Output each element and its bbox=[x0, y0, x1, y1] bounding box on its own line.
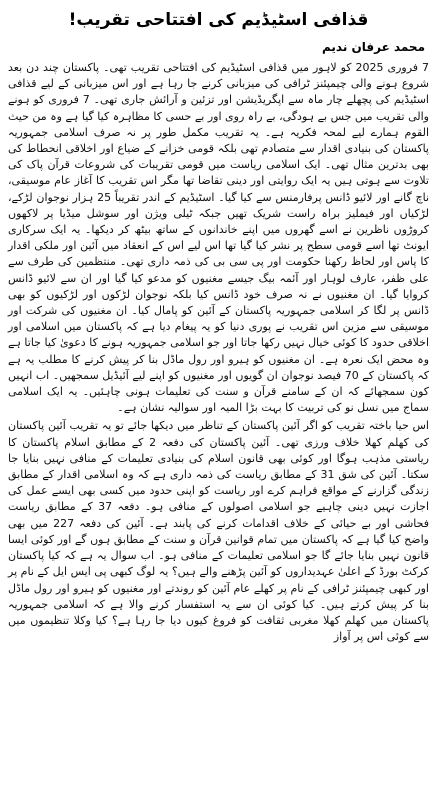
article-author: محمد عرفان ندیم bbox=[321, 40, 425, 54]
article-paragraph-2: اس حیا باختہ تقریب کو اگر آئین پاکستان کے تناظر میں دیکھا جائے تو یہ تقریب آئین پاکستان کی کھلم کھلا خلاف ورزی تھی۔ آئین پاکستان کی دفعہ 2 کے مطابق اسلام پاکستان کا ریاستی مذہب ہوگا اور کوئی بھی قانون اسلام کی بنیادی تعلیمات کے منافی نہیں بنایا جا سکتا۔ آئین کی شق 31 کے مطابق ریاست کی ذمہ داری ہے کہ وہ اسلامی اقدار کے مطابق زندگی گزارنے کے مواقع فراہم کرے اور ریاست کو اپنی حدود میں کسی بھی ایسے عمل کی اجازت نہیں دینی چاہیے جو اسلامی اصولوں کے منافی ہو۔ دفعہ 37 کے مطابق ریاست فحاشی اور بے حیائی کے خلاف اقدامات کرنے کی پابند ہے۔ آئین کی دفعہ 227 میں بھی واضح کیا گیا ہے کہ پاکستان میں تمام قوانین قرآن و سنت کے مطابق ہوں گے اور کوئی ایسا قانون نہیں بنایا جائے گا جو اسلامی تعلیمات کے منافی ہو۔ اب سوال یہ ہے کہ کیا پاکستان کرکٹ بورڈ کے اعلیٰ عہدیداروں کو آئین پڑھنے والے ہیں؟ یہ لوگ کبھی پی ایس ایل کے نام پر اور کبھی چیمپئنز ٹرافی کے نام پر کھلے عام آئین کو روندتے اور مغنیوں کو ہیرو اور رول ماڈل بنا کر پیش کرتے ہیں۔ کیا کوئی ان سے یہ استفسار کرنے والا ہے کہ اسلامی جمہوریہ پاکستان میں کھلم کھلا مغربی ثقافت کو فروغ کیوں دیا جا رہا ہے؟ کیا وکلا تنظیموں میں سے کوئی اس پر آواز bbox=[8, 419, 430, 644]
article-title: قذافی اسٹیڈیم کی افتتاحی تقریب! bbox=[68, 10, 369, 30]
article-paragraph-1: 7 فروری 2025 کو لاہور میں قذافی اسٹیڈیم کی افتتاحی تقریب تھی۔ پاکستان چند دن بعد شروع ہونے والی چیمپئنز ٹرافی کی میزبانی کرنے جا رہا ہے اور اس میزبانی کے لیے قذافی اسٹیڈیم کی پچھلے چار ماہ سے اپگریڈیشن اور تزئین و آرائش جاری تھی۔ 7 فروری کو ہونے والی تقریب میں جس بے ہودگی، بے راہ روی اور بے حسی کا مظاہرہ کیا گیا ہے وہ من حیث القوم ہمارے لیے لمحہ فکریہ ہے۔ یہ تقریب مکمل طور پر نہ صرف اسلامی جمہوریہ پاکستان کی بنیادی اقدار سے متصادم تھی بلکہ قومی خزانے کے ضیاع اور اخلاقی انحطاط کی بھی بدترین مثال تھی۔ ایک اسلامی ریاست میں قومی تقریبات کی شروعات قرآن پاک کی تلاوت سے ہوتی ہیں یہ ایک روایتی اور دینی تقاضا تھا مگر اس تقریب کا آغاز عام موسیقی، ناچ گانے اور لائیو ڈانس پرفارمنس سے کیا گیا۔ اسٹیڈیم کے اندر تقریباً 25 ہزار نوجوان لڑکے، لڑکیاں اور فیملیز براہ راست شریک تھیں جبکہ ٹیلی ویژن اور سوشل میڈیا پر لاکھوں کروڑوں ناظرین نے اسے گھروں میں اپنے خاندانوں کے ساتھ بیٹھ کر دیکھا۔ یہ ایک سرکاری ایونٹ تھا اسے قومی سطح پر نشر کیا گیا تھا اس لیے اس کے انعقاد میں آئین اور ملکی اقدار کا پاس اور لحاظ رکھنا حکومت اور پی سی بی کی ذمہ داری تھی۔ منتظمین کی طرف سے علی ظفر، عارف لوہار اور آئمہ بیگ جیسے مغنیوں کو مدعو کیا گیا اور ان سے لائیو ڈانس کروایا گیا۔ ان مغنیوں نے نہ صرف خود ڈانس کیا بلکہ نوجوان لڑکوں اور لڑکیوں کو بھی ڈانس پر لگا کر اسلامی جمہوریہ پاکستان کے آئین کو پامال کیا۔ ان مغنیوں کی شرکت اور موسیقی سے مزین اس تقریب نے پوری دنیا کو یہ پیغام دیا ہے کہ پاکستان میں اسلامی اور اخلاقی حدود کا کوئی خیال نہیں رکھا جاتا اور جو اسلامی جمہوریہ ہونے کا دعویٰ کیا جاتا ہے وہ محض ایک نعرہ ہے۔ ان مغنیوں کو ہیرو اور رول ماڈل بنا کر پیش کرنے کا مطلب یہ ہے کہ پاکستان کے 70 فیصد نوجوان ان گویوں اور مغنیوں کو اپنے لیے آئیڈیل سمجھیں۔ اب انہیں کون سمجھائے کہ ان کے سامنے قرآن و سنت کی تعلیمات ہونی چاہئیں۔ یہ ایک اسلامی سماج میں نسل نو کی تربیت کا بہت بڑا المیہ اور سوالیہ نشان ہے۔ bbox=[8, 61, 430, 415]
article-body bbox=[8, 60, 429, 645]
